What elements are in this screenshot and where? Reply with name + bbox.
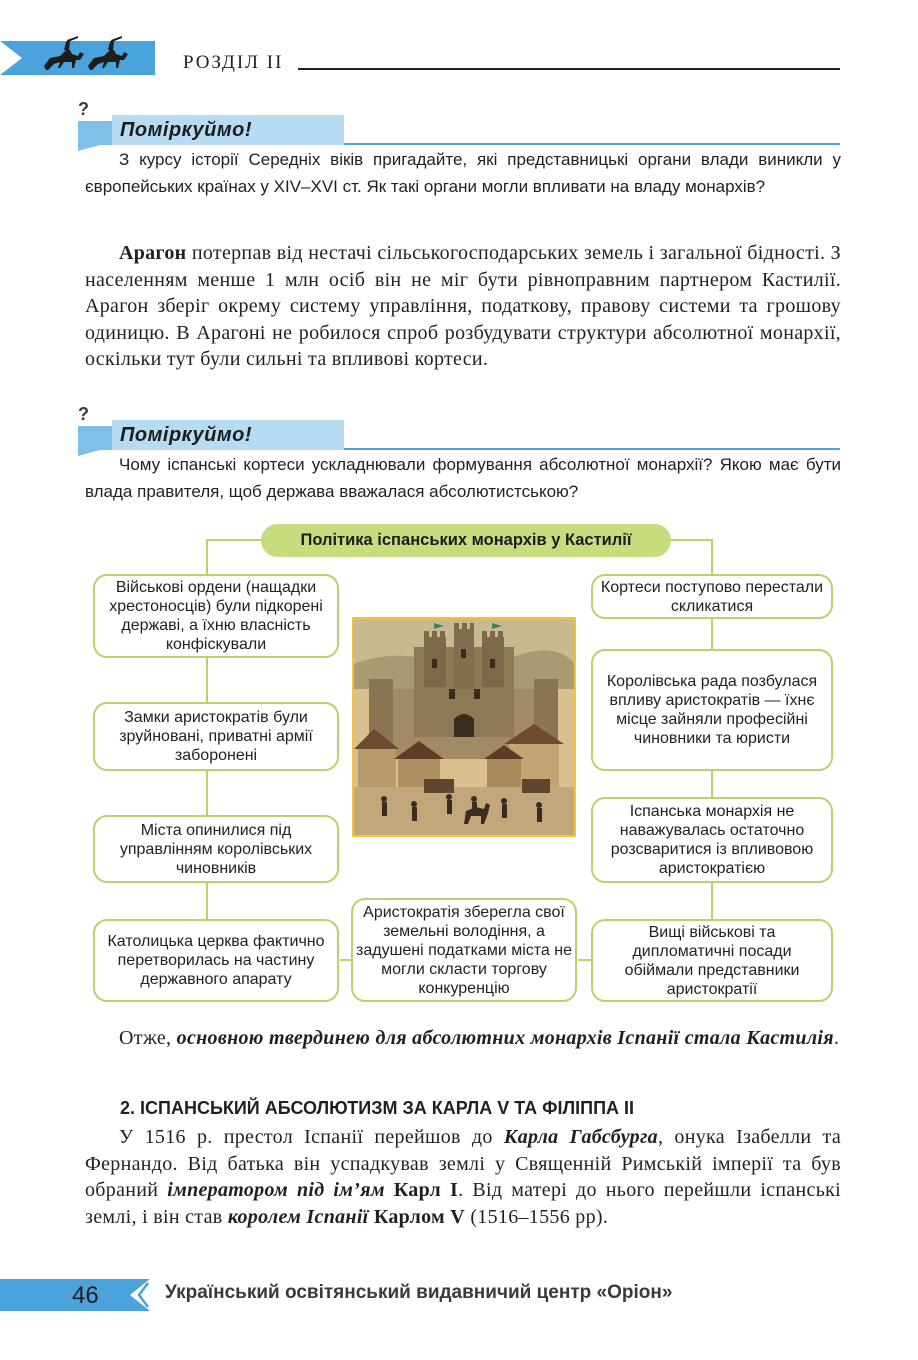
para2-emph-emperor: імператором під ім’ям xyxy=(167,1179,385,1201)
castle-icon xyxy=(354,619,574,835)
aragon-text: потерпав від нестачі сільськогосподарських земель і загальної бідності. З населенням менше 1 млн осіб він не міг бути рівноправним партнером Кастилії. Арагон зберіг окрему систему управління, податкову, правову системи та грошову одиницю. В Арагоні не робилося спроб розбудувати структури абсолютної монархії, оскільки тут були сильні та впливові кортеси. xyxy=(85,242,841,370)
para2-text-4: (1516–1556 рр). xyxy=(465,1205,609,1228)
think-label: Поміркуймо! xyxy=(120,119,253,141)
diagram-box-church: Католицька церква фактично перетворилась на частину державного апарату xyxy=(93,919,339,1002)
paragraph-charles xyxy=(85,1124,841,1230)
para2-text-1: У 1516 р. престол Іспанії перейшов до xyxy=(119,1126,504,1148)
para2-bold-charles-i: Карл І xyxy=(384,1179,459,1201)
conclusion-suffix: . xyxy=(833,1027,840,1049)
diagram-box-cortes: Кортеси поступово перестали скликатися xyxy=(591,574,833,619)
question-mark: ? xyxy=(78,99,89,119)
diagram-box-castles: Замки аристократів були зруйновані, приватні армії заборонені xyxy=(93,702,339,771)
para2-emph-charles: Карла Габсбурга xyxy=(503,1126,658,1148)
publisher-name: Український освітянський видавничий центр «Оріон» xyxy=(165,1282,673,1303)
think-question-1-text: З курсу історії Середніх віків пригадайте, які представницькі органи влади виникли у європейських країнах у XIV–XVI ст. Як такі органи могли впливати на владу монархів? xyxy=(85,150,841,196)
diagram-title: Політика іспанських монархів у Кастилії xyxy=(261,524,671,557)
conclusion-paragraph xyxy=(85,1025,841,1052)
think-label: Поміркуймо! xyxy=(120,424,253,446)
page-number: 46 xyxy=(72,1282,99,1309)
diagram-box-posts: Вищі військові та дипломатичні посади обіймали представники аристократії xyxy=(591,919,833,1002)
section-title: 2. ІСПАНСЬКИЙ АБСОЛЮТИЗМ ЗА КАРЛА V ТА ФІЛІППА II xyxy=(120,1098,635,1118)
diagram-box-aristocracy: Іспанська монархія не наважувалась остаточно розсваритися із впливовою аристократією xyxy=(591,797,833,883)
para2-text-3: . Від матері до нього перейшли іспанські землі, і він став xyxy=(85,1179,842,1228)
diagram-box-military-orders: Військові ордени (нащадки хрестоносців) були підкорені державі, а їхню власність конфіскували xyxy=(93,574,339,658)
para2-text-2: , онука Ізабелли та Фернандо. Від батька він успадкував землі у Священній Римській імперії та був обраний xyxy=(85,1126,841,1201)
diagram-box-cities: Міста опинилися під управлінням королівських чиновників xyxy=(93,815,339,883)
diagram-box-aristocracy-lands: Аристократія зберегла свої земельні володіння, а задушені податками міста не могли скласти торгову конкуренцію xyxy=(351,898,577,1002)
conclusion-emphasis: основною твердинею для абсолютних монархів Іспанії стала Кастилія xyxy=(176,1027,834,1049)
para2-bold-charles-v: Карлом V xyxy=(368,1205,466,1228)
diagram-box-royal-council: Королівська рада позбулася впливу аристократів — їхнє місце зайняли професійні чиновники та юристи xyxy=(591,649,833,771)
chevron-left-icon xyxy=(136,1281,150,1309)
think-question-2-text: Чому іспанські кортеси ускладнювали формування абсолютної монархії? Якою має бути влада правителя, щоб держава вважалася абсолютистською? xyxy=(85,455,841,501)
castle-illustration xyxy=(352,617,576,837)
aragon-term: Арагон xyxy=(119,242,187,264)
section-header-title: РОЗДІЛ ІІ xyxy=(183,52,284,73)
conclusion-prefix: Отже, xyxy=(119,1027,177,1049)
para2-emph-king: королем Іспанії xyxy=(227,1205,369,1228)
question-mark: ? xyxy=(78,404,89,424)
